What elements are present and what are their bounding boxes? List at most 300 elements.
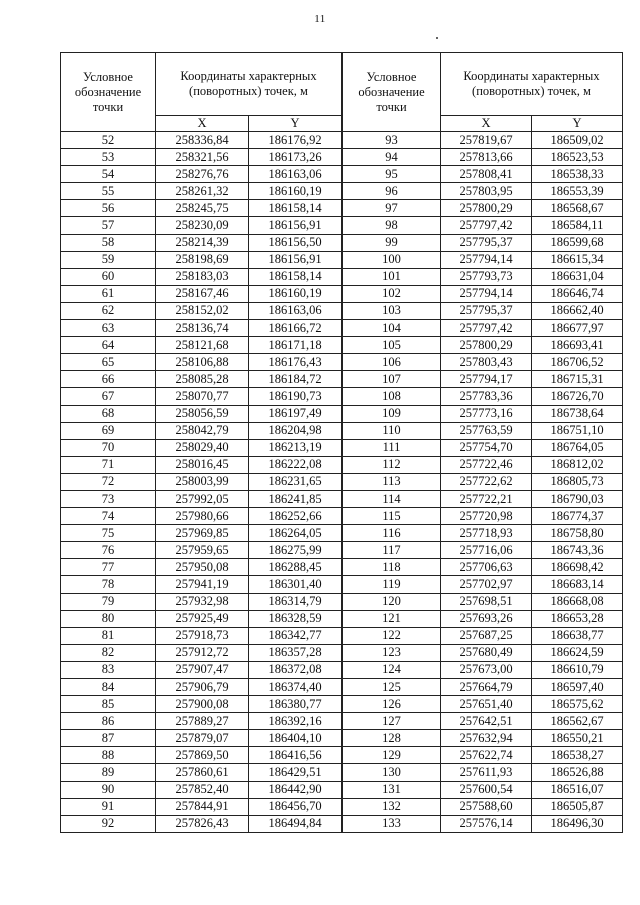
point-number: 62 [61,302,156,319]
point-number: 99 [343,234,441,251]
point-number: 54 [61,166,156,183]
point-number: 84 [61,679,156,696]
y-coordinate: 186380,77 [249,696,342,713]
y-coordinate: 186550,21 [532,730,623,747]
point-number: 100 [343,251,441,268]
table-row [343,320,623,337]
x-coordinate: 258336,84 [156,132,249,149]
point-number: 93 [343,132,441,149]
y-coordinate: 186615,34 [532,251,623,268]
point-number: 69 [61,422,156,439]
y-coordinate: 186683,14 [532,576,623,593]
y-coordinate: 186301,40 [249,576,342,593]
table-row [61,422,342,439]
x-coordinate: 258261,32 [156,183,249,200]
point-number: 88 [61,747,156,764]
table-row [61,508,342,525]
x-coordinate: 257611,93 [441,764,532,781]
table-row [61,200,342,217]
table-row [61,747,342,764]
x-coordinate: 258152,02 [156,302,249,319]
y-coordinate: 186163,06 [249,166,342,183]
y-coordinate: 186429,51 [249,764,342,781]
point-number: 112 [343,456,441,473]
table-row [343,234,623,251]
table-row [343,815,623,832]
x-coordinate: 258042,79 [156,422,249,439]
table-row [61,405,342,422]
y-coordinate: 186264,05 [249,525,342,542]
y-coordinate: 186631,04 [532,268,623,285]
table-row [343,713,623,730]
y-coordinate: 186597,40 [532,679,623,696]
y-coordinate: 186222,08 [249,456,342,473]
y-coordinate: 186213,19 [249,439,342,456]
x-coordinate: 258003,99 [156,473,249,490]
table-row [343,644,623,661]
point-number: 120 [343,593,441,610]
point-number: 64 [61,337,156,354]
point-number: 77 [61,559,156,576]
y-coordinate: 186638,77 [532,627,623,644]
y-coordinate: 186190,73 [249,388,342,405]
table-row [61,679,342,696]
y-coordinate: 186357,28 [249,644,342,661]
point-number: 53 [61,149,156,166]
point-number: 61 [61,285,156,302]
x-coordinate: 257722,62 [441,473,532,490]
y-coordinate: 186173,26 [249,149,342,166]
y-coordinate: 186374,40 [249,679,342,696]
point-number: 101 [343,268,441,285]
y-coordinate: 186392,16 [249,713,342,730]
point-number: 116 [343,525,441,542]
table-row [61,183,342,200]
point-number: 73 [61,490,156,507]
x-coordinate: 258029,40 [156,439,249,456]
x-coordinate: 257783,36 [441,388,532,405]
table-row [61,730,342,747]
y-coordinate: 186158,14 [249,200,342,217]
table-row [61,217,342,234]
x-coordinate: 257879,07 [156,730,249,747]
x-coordinate: 258016,45 [156,456,249,473]
x-coordinate: 257932,98 [156,593,249,610]
table-row [343,132,623,149]
y-coordinate: 186584,11 [532,217,623,234]
table-row [343,439,623,456]
y-coordinate: 186456,70 [249,798,342,815]
x-coordinate: 258321,56 [156,149,249,166]
y-coordinate: 186442,90 [249,781,342,798]
table-row [61,132,342,149]
table-row [61,490,342,507]
table-row [343,542,623,559]
y-coordinate: 186715,31 [532,371,623,388]
table-row [61,234,342,251]
x-coordinate: 257794,17 [441,371,532,388]
table-row [343,422,623,439]
table-row [343,525,623,542]
point-number: 117 [343,542,441,559]
point-number: 58 [61,234,156,251]
y-coordinate: 186505,87 [532,798,623,815]
x-coordinate: 257941,19 [156,576,249,593]
x-coordinate: 257819,67 [441,132,532,149]
y-coordinate: 186163,06 [249,302,342,319]
y-coordinate: 186156,91 [249,251,342,268]
y-coordinate: 186568,67 [532,200,623,217]
header-x: X [441,116,532,132]
x-coordinate: 258070,77 [156,388,249,405]
coordinates-table-right [342,52,623,833]
x-coordinate: 257702,97 [441,576,532,593]
table-row [343,764,623,781]
x-coordinate: 257706,63 [441,559,532,576]
header-point-designation: Условное обозначение точки [61,53,156,132]
point-number: 78 [61,576,156,593]
x-coordinate: 257992,05 [156,490,249,507]
y-coordinate: 186171,18 [249,337,342,354]
table-row [61,593,342,610]
point-number: 109 [343,405,441,422]
table-body-right [343,132,623,833]
y-coordinate: 186743,36 [532,542,623,559]
table-row [343,388,623,405]
table-row [61,320,342,337]
x-coordinate: 257716,06 [441,542,532,559]
table-row [343,610,623,627]
table-row [343,696,623,713]
point-number: 96 [343,183,441,200]
x-coordinate: 257950,08 [156,559,249,576]
table-row [343,730,623,747]
table-row [343,490,623,507]
point-number: 94 [343,149,441,166]
x-coordinate: 257763,59 [441,422,532,439]
x-coordinate: 257718,93 [441,525,532,542]
table-row [343,285,623,302]
x-coordinate: 257642,51 [441,713,532,730]
x-coordinate: 257632,94 [441,730,532,747]
point-number: 105 [343,337,441,354]
table-row [343,508,623,525]
point-number: 67 [61,388,156,405]
y-coordinate: 186496,30 [532,815,623,832]
coordinates-table-left [60,52,342,833]
x-coordinate: 257800,29 [441,337,532,354]
y-coordinate: 186553,39 [532,183,623,200]
table-row [61,337,342,354]
x-coordinate: 257722,46 [441,456,532,473]
x-coordinate: 257869,50 [156,747,249,764]
x-coordinate: 257687,25 [441,627,532,644]
scan-speck [436,37,438,39]
point-number: 115 [343,508,441,525]
point-number: 97 [343,200,441,217]
point-number: 111 [343,439,441,456]
y-coordinate: 186516,07 [532,781,623,798]
x-coordinate: 257860,61 [156,764,249,781]
table-row [343,456,623,473]
y-coordinate: 186176,43 [249,354,342,371]
y-coordinate: 186526,88 [532,764,623,781]
point-number: 108 [343,388,441,405]
x-coordinate: 257918,73 [156,627,249,644]
x-coordinate: 257793,73 [441,268,532,285]
y-coordinate: 186372,08 [249,661,342,678]
x-coordinate: 258198,69 [156,251,249,268]
point-number: 122 [343,627,441,644]
point-number: 86 [61,713,156,730]
y-coordinate: 186599,68 [532,234,623,251]
table-row [61,627,342,644]
y-coordinate: 186812,02 [532,456,623,473]
y-coordinate: 186790,03 [532,490,623,507]
point-number: 119 [343,576,441,593]
y-coordinate: 186204,98 [249,422,342,439]
y-coordinate: 186738,64 [532,405,623,422]
y-coordinate: 186404,10 [249,730,342,747]
point-number: 95 [343,166,441,183]
x-coordinate: 257980,66 [156,508,249,525]
y-coordinate: 186158,14 [249,268,342,285]
header-point-designation: Условное обозначение точки [343,53,441,132]
table-row [61,525,342,542]
x-coordinate: 257925,49 [156,610,249,627]
point-number: 114 [343,490,441,507]
x-coordinate: 258214,39 [156,234,249,251]
point-number: 80 [61,610,156,627]
table-row [343,405,623,422]
y-coordinate: 186706,52 [532,354,623,371]
point-number: 128 [343,730,441,747]
point-number: 130 [343,764,441,781]
point-number: 76 [61,542,156,559]
point-number: 118 [343,559,441,576]
y-coordinate: 186156,50 [249,234,342,251]
x-coordinate: 257622,74 [441,747,532,764]
table-row [61,388,342,405]
y-coordinate: 186160,19 [249,285,342,302]
table-row [61,644,342,661]
x-coordinate: 257900,08 [156,696,249,713]
x-coordinate: 258245,75 [156,200,249,217]
x-coordinate: 258085,28 [156,371,249,388]
x-coordinate: 257794,14 [441,285,532,302]
point-number: 66 [61,371,156,388]
table-row [343,166,623,183]
y-coordinate: 186184,72 [249,371,342,388]
table-row [61,166,342,183]
point-number: 87 [61,730,156,747]
y-coordinate: 186197,49 [249,405,342,422]
y-coordinate: 186523,53 [532,149,623,166]
x-coordinate: 257795,37 [441,302,532,319]
y-coordinate: 186668,08 [532,593,623,610]
table-row [61,354,342,371]
x-coordinate: 257698,51 [441,593,532,610]
point-number: 126 [343,696,441,713]
y-coordinate: 186538,33 [532,166,623,183]
y-coordinate: 186653,28 [532,610,623,627]
table-row [61,302,342,319]
x-coordinate: 257959,65 [156,542,249,559]
header-coordinates: Координаты характерных (поворотных) точек, м [156,53,342,116]
table-row [61,542,342,559]
table-row [343,593,623,610]
x-coordinate: 257813,66 [441,149,532,166]
table-row [61,576,342,593]
y-coordinate: 186538,27 [532,747,623,764]
table-row [343,217,623,234]
point-number: 71 [61,456,156,473]
x-coordinate: 257722,21 [441,490,532,507]
table-row [61,661,342,678]
point-number: 56 [61,200,156,217]
x-coordinate: 257794,14 [441,251,532,268]
table-row [61,371,342,388]
y-coordinate: 186241,85 [249,490,342,507]
x-coordinate: 257664,79 [441,679,532,696]
x-coordinate: 257826,43 [156,815,249,832]
y-coordinate: 186252,66 [249,508,342,525]
x-coordinate: 257651,40 [441,696,532,713]
header-y: Y [532,116,623,132]
header-coordinates: Координаты характерных (поворотных) точек, м [441,53,623,116]
x-coordinate: 257800,29 [441,200,532,217]
point-number: 52 [61,132,156,149]
y-coordinate: 186764,05 [532,439,623,456]
y-coordinate: 186509,02 [532,132,623,149]
table-row [343,337,623,354]
x-coordinate: 257576,14 [441,815,532,832]
point-number: 60 [61,268,156,285]
table-row [343,183,623,200]
table-row [61,696,342,713]
y-coordinate: 186494,84 [249,815,342,832]
x-coordinate: 257680,49 [441,644,532,661]
x-coordinate: 257969,85 [156,525,249,542]
page-number: 11 [314,13,326,25]
x-coordinate: 258121,68 [156,337,249,354]
point-number: 55 [61,183,156,200]
table-row [343,473,623,490]
table-row [61,713,342,730]
point-number: 81 [61,627,156,644]
point-number: 65 [61,354,156,371]
point-number: 110 [343,422,441,439]
table-row [343,559,623,576]
point-number: 127 [343,713,441,730]
y-coordinate: 186314,79 [249,593,342,610]
point-number: 75 [61,525,156,542]
x-coordinate: 257754,70 [441,439,532,456]
table-row [61,610,342,627]
point-number: 113 [343,473,441,490]
x-coordinate: 257808,41 [441,166,532,183]
table-row [61,473,342,490]
table-row [61,149,342,166]
table-row [61,764,342,781]
y-coordinate: 186646,74 [532,285,623,302]
table-row [343,627,623,644]
point-number: 79 [61,593,156,610]
y-coordinate: 186160,19 [249,183,342,200]
header-y: Y [249,116,342,132]
y-coordinate: 186562,67 [532,713,623,730]
x-coordinate: 258276,76 [156,166,249,183]
point-number: 124 [343,661,441,678]
y-coordinate: 186342,77 [249,627,342,644]
point-number: 125 [343,679,441,696]
y-coordinate: 186698,42 [532,559,623,576]
table-row [61,559,342,576]
table-row [61,268,342,285]
x-coordinate: 257912,72 [156,644,249,661]
table-row [343,679,623,696]
y-coordinate: 186774,37 [532,508,623,525]
x-coordinate: 258136,74 [156,320,249,337]
point-number: 103 [343,302,441,319]
table-row [343,576,623,593]
x-coordinate: 257906,79 [156,679,249,696]
point-number: 132 [343,798,441,815]
table-row [61,798,342,815]
point-number: 57 [61,217,156,234]
x-coordinate: 257803,95 [441,183,532,200]
point-number: 129 [343,747,441,764]
point-number: 89 [61,764,156,781]
table-body-left [61,132,342,833]
x-coordinate: 258230,09 [156,217,249,234]
x-coordinate: 258056,59 [156,405,249,422]
x-coordinate: 257852,40 [156,781,249,798]
y-coordinate: 186624,59 [532,644,623,661]
y-coordinate: 186758,80 [532,525,623,542]
table-row [343,149,623,166]
x-coordinate: 257600,54 [441,781,532,798]
y-coordinate: 186416,56 [249,747,342,764]
point-number: 72 [61,473,156,490]
x-coordinate: 257797,42 [441,320,532,337]
table-row [343,200,623,217]
table-row [343,354,623,371]
table-row [343,798,623,815]
x-coordinate: 257907,47 [156,661,249,678]
x-coordinate: 257889,27 [156,713,249,730]
y-coordinate: 186751,10 [532,422,623,439]
x-coordinate: 257693,26 [441,610,532,627]
y-coordinate: 186693,41 [532,337,623,354]
table-row [343,781,623,798]
point-number: 123 [343,644,441,661]
x-coordinate: 257673,00 [441,661,532,678]
table-row [343,251,623,268]
table-row [343,268,623,285]
y-coordinate: 186805,73 [532,473,623,490]
y-coordinate: 186176,92 [249,132,342,149]
y-coordinate: 186288,45 [249,559,342,576]
y-coordinate: 186275,99 [249,542,342,559]
table-row [343,371,623,388]
y-coordinate: 186156,91 [249,217,342,234]
point-number: 82 [61,644,156,661]
point-number: 85 [61,696,156,713]
x-coordinate: 257720,98 [441,508,532,525]
point-number: 98 [343,217,441,234]
table-row [61,781,342,798]
